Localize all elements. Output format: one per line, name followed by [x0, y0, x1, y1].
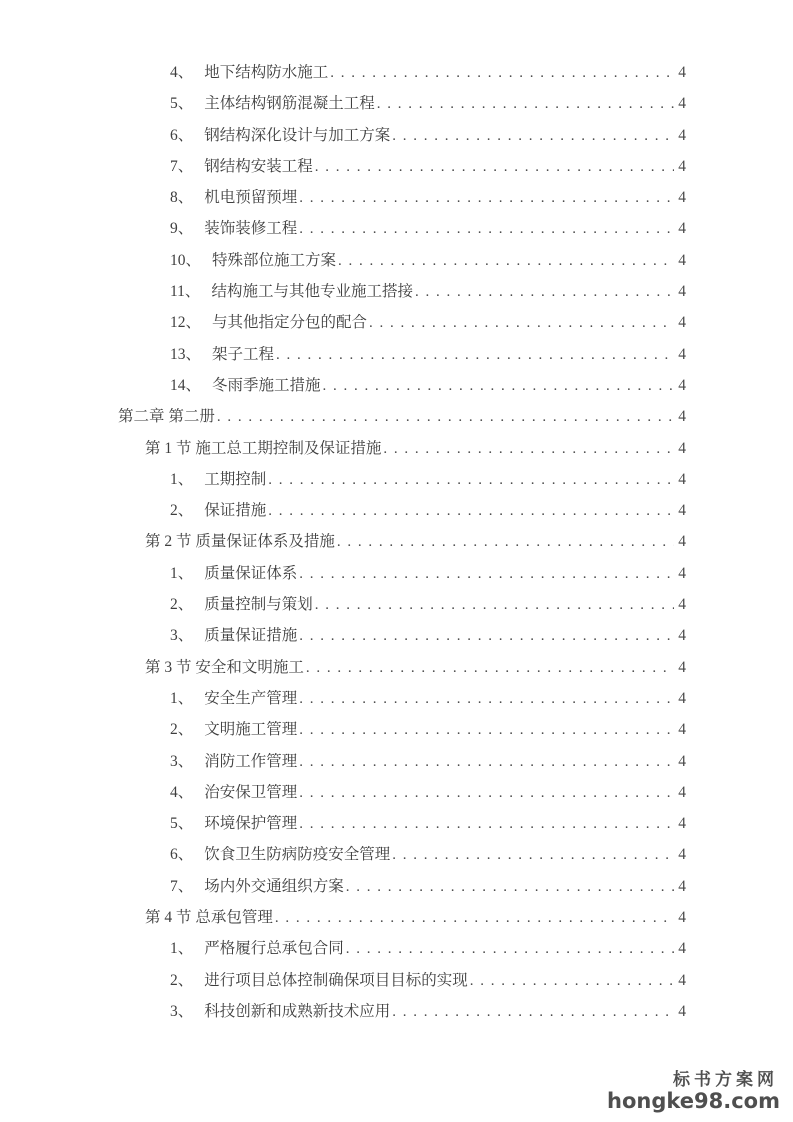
toc-entry-page: 4 [678, 877, 686, 895]
toc-entry-title: 科技创新和成熟新技术应用 [204, 1002, 391, 1020]
toc-entry-page: 4 [678, 627, 686, 645]
dot-leader [276, 340, 674, 371]
dot-leader [299, 778, 674, 809]
toc-entry-page: 4 [678, 157, 686, 175]
toc-entry-number: 7、 [170, 157, 194, 175]
toc-entry-page: 4 [678, 408, 686, 426]
toc-entry[interactable] [118, 746, 686, 777]
toc-entry-number: 8、 [170, 189, 194, 207]
toc-entry[interactable] [118, 933, 686, 964]
toc-entry-page: 4 [678, 1002, 686, 1020]
toc-entry[interactable] [118, 182, 686, 213]
dot-leader [392, 997, 674, 1028]
toc-entry-number: 3、 [170, 752, 194, 770]
watermark-site-name: 标书方案网 [673, 1070, 778, 1091]
toc-entry[interactable] [118, 683, 686, 714]
toc-entry-page: 4 [678, 564, 686, 582]
dot-leader [470, 966, 674, 997]
toc-entry-page: 4 [678, 846, 686, 864]
toc-entry-number: 13、 [170, 345, 202, 363]
toc-entry-number: 9、 [170, 220, 194, 238]
dot-leader [369, 308, 674, 339]
toc-entry[interactable] [118, 339, 686, 370]
toc-entry-page: 4 [678, 64, 686, 81]
toc-entry-page: 4 [678, 345, 686, 363]
toc-entry[interactable] [118, 777, 686, 808]
dot-leader [377, 89, 674, 120]
toc-entry-page: 4 [678, 909, 686, 927]
toc-entry-title: 结构施工与其他专业施工搭接 [211, 283, 413, 301]
toc-entry-title: 第 4 节 总承包管理 [145, 909, 273, 927]
watermark [607, 1072, 780, 1112]
toc-entry-title: 冬雨季施工措施 [212, 376, 321, 394]
toc-entry-page: 4 [678, 314, 686, 332]
toc-entry-number: 12、 [170, 314, 202, 332]
toc-entry-number: 1、 [170, 564, 194, 582]
toc-entry-number: 10、 [170, 251, 202, 269]
toc-entry-title: 第 1 节 施工总工期控制及保证措施 [145, 439, 382, 457]
toc-entry-page: 4 [678, 658, 686, 676]
toc-entry[interactable] [118, 57, 686, 88]
toc-entry-title: 工期控制 [204, 470, 267, 488]
dot-leader [299, 183, 674, 214]
toc-entry-page: 4 [678, 783, 686, 801]
toc-entry-title: 场内外交通组织方案 [204, 877, 344, 895]
toc-entry-number: 7、 [170, 877, 194, 895]
toc-entry-page: 4 [678, 596, 686, 614]
toc-entry[interactable] [118, 996, 686, 1027]
toc-entry-title: 第二章 第二册 [118, 408, 215, 426]
dot-leader [392, 840, 674, 871]
toc-entry-number: 5、 [170, 95, 194, 113]
toc-entry-number: 6、 [170, 126, 194, 144]
dot-leader [392, 121, 674, 152]
toc-entry-number: 2、 [170, 971, 194, 989]
toc-entry[interactable] [118, 902, 686, 933]
toc-entry-title: 质量控制与策划 [204, 596, 313, 614]
toc-entry[interactable] [118, 558, 686, 589]
toc-entry-page: 4 [678, 940, 686, 958]
toc-entry[interactable] [118, 871, 686, 902]
toc-entry[interactable] [118, 370, 686, 401]
toc-entry-title: 特殊部位施工方案 [212, 251, 337, 269]
dot-leader [383, 434, 674, 465]
toc-entry-title: 主体结构钢筋混凝土工程 [204, 95, 375, 113]
toc-entry-title: 严格履行总承包合同 [204, 940, 344, 958]
toc-entry[interactable] [118, 495, 686, 526]
toc-entry-title: 环境保护管理 [204, 815, 298, 833]
toc-entry-number: 1、 [170, 470, 194, 488]
toc-entry-number: 6、 [170, 846, 194, 864]
dot-leader [330, 58, 674, 89]
toc-entry[interactable] [118, 88, 686, 119]
toc-entry-title: 钢结构深化设计与加工方案 [204, 126, 391, 144]
toc-entry-page: 4 [678, 470, 686, 488]
toc-entry-page: 4 [678, 971, 686, 989]
toc-entry-title: 第 3 节 安全和文明施工 [145, 658, 304, 676]
toc-entry[interactable] [118, 808, 686, 839]
toc-entry-title: 质量保证体系 [204, 564, 298, 582]
toc-entry-number: 3、 [170, 627, 194, 645]
dot-leader [299, 747, 674, 778]
dot-leader [346, 872, 674, 903]
dot-leader [315, 590, 674, 621]
toc-entry[interactable] [118, 151, 686, 182]
toc-entry-title: 消防工作管理 [204, 752, 298, 770]
toc-entry[interactable] [118, 245, 686, 276]
dot-leader [299, 715, 674, 746]
toc-entry-title: 文明施工管理 [204, 721, 298, 739]
toc-entry-title: 安全生产管理 [204, 689, 298, 707]
dot-leader [323, 371, 675, 402]
toc-entry-page: 4 [678, 251, 686, 269]
toc-entry-title: 饮食卫生防病防疫安全管理 [204, 846, 391, 864]
toc-entry-number: 11、 [170, 283, 201, 301]
dot-leader [275, 903, 674, 934]
toc-entry-title: 质量保证措施 [204, 627, 298, 645]
toc-entry[interactable] [118, 714, 686, 745]
toc-entry[interactable] [118, 526, 686, 557]
toc-entry[interactable] [118, 401, 686, 432]
toc-entry[interactable] [118, 839, 686, 870]
toc-entry-page: 4 [678, 126, 686, 144]
toc-entry-page: 4 [678, 815, 686, 833]
toc-entry-title: 第 2 节 质量保证体系及措施 [145, 533, 335, 551]
toc-entry[interactable] [118, 276, 686, 307]
dot-leader [415, 277, 674, 308]
dot-leader [217, 402, 674, 433]
toc-entry[interactable] [118, 589, 686, 620]
dot-leader [299, 214, 674, 245]
dot-leader [299, 621, 674, 652]
toc-entry[interactable] [118, 120, 686, 151]
toc-entry-page: 4 [678, 533, 686, 551]
toc-entry[interactable] [118, 307, 686, 338]
toc-entry-number: 4、 [170, 64, 194, 81]
toc-entry-title: 钢结构安装工程 [204, 157, 313, 175]
toc-entry-page: 4 [678, 189, 686, 207]
toc-entry-page: 4 [678, 283, 686, 301]
toc-entry[interactable] [118, 965, 686, 996]
toc-entry-page: 4 [678, 376, 686, 394]
watermark-domain: hongke98.com [607, 1088, 780, 1113]
toc-entry-title: 装饰装修工程 [204, 220, 298, 238]
toc-entry-number: 3、 [170, 1002, 194, 1020]
toc-entry-number: 2、 [170, 721, 194, 739]
dot-leader [299, 559, 674, 590]
toc-entry[interactable] [118, 620, 686, 651]
toc-entry-title: 保证措施 [204, 502, 267, 520]
toc-entry-page: 4 [678, 95, 686, 113]
dot-leader [268, 496, 674, 527]
toc-entry-page: 4 [678, 689, 686, 707]
toc-entry-number: 2、 [170, 502, 194, 520]
toc-entry-title: 地下结构防水施工 [204, 64, 329, 81]
toc-entry-number: 4、 [170, 783, 194, 801]
toc-entry-number: 14、 [170, 376, 202, 394]
dot-leader [299, 809, 674, 840]
toc-entry-page: 4 [678, 502, 686, 520]
toc-entry-page: 4 [678, 439, 686, 457]
toc-entry-number: 1、 [170, 940, 194, 958]
dot-leader [346, 934, 674, 965]
toc-entry-title: 架子工程 [212, 345, 275, 363]
dot-leader [306, 653, 674, 684]
table-of-contents [118, 57, 686, 1027]
toc-entry[interactable] [118, 433, 686, 464]
toc-entry-number: 2、 [170, 596, 194, 614]
toc-entry-title: 与其他指定分包的配合 [212, 314, 368, 332]
toc-entry-page: 4 [678, 721, 686, 739]
toc-entry-number: 5、 [170, 815, 194, 833]
toc-entry-title: 进行项目总体控制确保项目目标的实现 [204, 971, 468, 989]
dot-leader [337, 527, 674, 558]
dot-leader [315, 152, 674, 183]
dot-leader [338, 246, 674, 277]
toc-entry-number: 1、 [170, 689, 194, 707]
toc-entry[interactable] [118, 213, 686, 244]
toc-entry-page: 4 [678, 220, 686, 238]
dot-leader [299, 684, 674, 715]
dot-leader [268, 465, 674, 496]
toc-entry-title: 机电预留预埋 [204, 189, 298, 207]
toc-entry[interactable] [118, 652, 686, 683]
toc-entry[interactable] [118, 464, 686, 495]
toc-entry-title: 治安保卫管理 [204, 783, 298, 801]
toc-entry-page: 4 [678, 752, 686, 770]
